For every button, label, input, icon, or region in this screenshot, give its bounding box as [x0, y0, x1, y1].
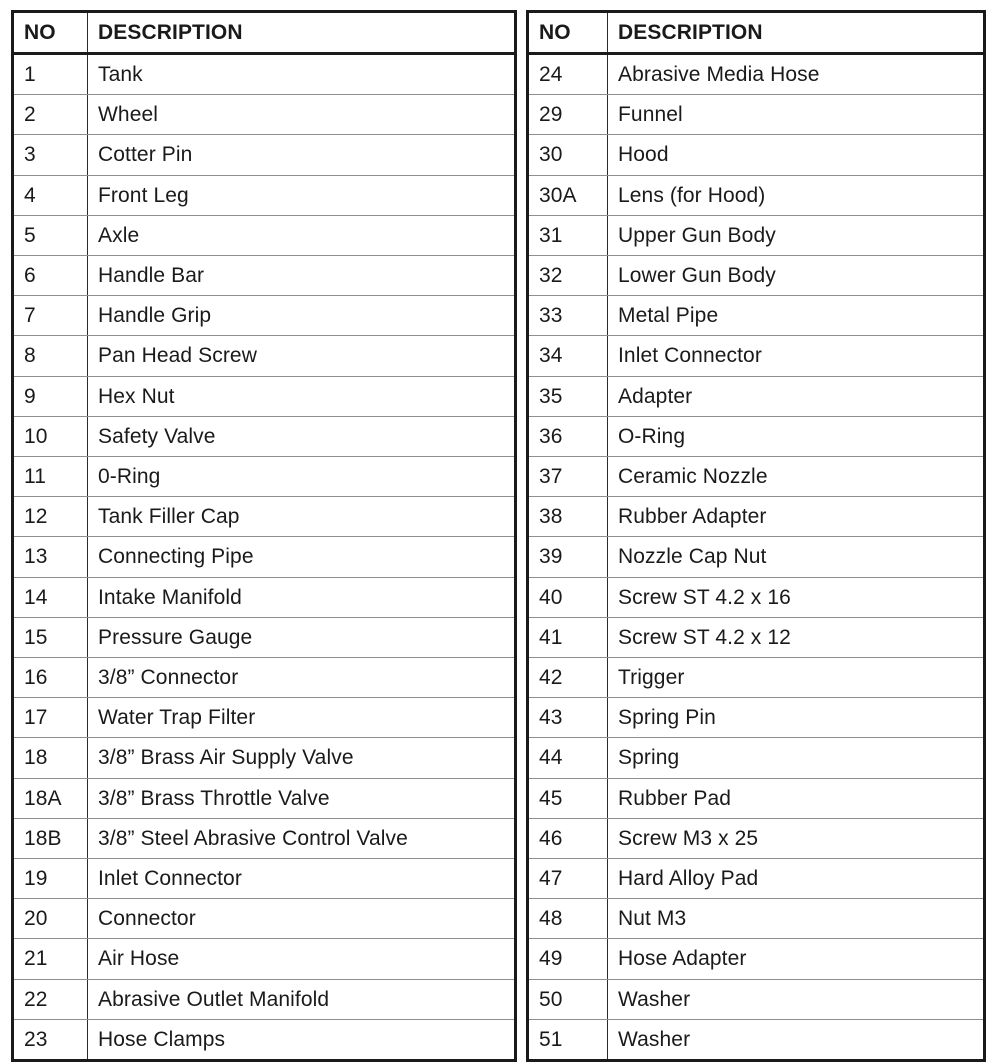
cell-part-number: 22: [13, 979, 88, 1019]
cell-part-number: 9: [13, 376, 88, 416]
table-row: [528, 416, 985, 456]
cell-part-description: 3/8” Brass Air Supply Valve: [88, 738, 516, 778]
cell-part-number: 49: [528, 939, 608, 979]
table-row: [13, 698, 516, 738]
table-row: [13, 818, 516, 858]
cell-part-description: Handle Grip: [88, 296, 516, 336]
cell-part-number: 38: [528, 497, 608, 537]
cell-part-description: Pan Head Screw: [88, 336, 516, 376]
cell-part-number: 18B: [13, 818, 88, 858]
table-row: [13, 376, 516, 416]
table-row: [528, 537, 985, 577]
column-header-no: NO: [13, 12, 88, 54]
cell-part-number: 3: [13, 135, 88, 175]
table-row: [528, 698, 985, 738]
cell-part-description: Spring Pin: [608, 698, 985, 738]
cell-part-number: 31: [528, 215, 608, 255]
table-row: [528, 818, 985, 858]
table-row: [13, 658, 516, 698]
table-row: [528, 457, 985, 497]
table-row: [13, 54, 516, 95]
cell-part-description: Abrasive Outlet Manifold: [88, 979, 516, 1019]
table-row: [13, 296, 516, 336]
column-header-description: DESCRIPTION: [88, 12, 516, 54]
cell-part-number: 39: [528, 537, 608, 577]
cell-part-number: 10: [13, 416, 88, 456]
table-row: [528, 215, 985, 255]
table-row: [13, 979, 516, 1019]
cell-part-description: Tank Filler Cap: [88, 497, 516, 537]
table-row: [13, 738, 516, 778]
cell-part-number: 14: [13, 577, 88, 617]
table-row: [528, 859, 985, 899]
table-row: [13, 939, 516, 979]
table-row: [528, 95, 985, 135]
table-row: [528, 778, 985, 818]
cell-part-description: Rubber Pad: [608, 778, 985, 818]
table-row: [13, 336, 516, 376]
cell-part-description: Screw ST 4.2 x 12: [608, 617, 985, 657]
cell-part-description: Hose Adapter: [608, 939, 985, 979]
cell-part-description: Screw ST 4.2 x 16: [608, 577, 985, 617]
parts-tables-container: [11, 10, 980, 1051]
cell-part-number: 46: [528, 818, 608, 858]
cell-part-description: Hard Alloy Pad: [608, 859, 985, 899]
cell-part-number: 50: [528, 979, 608, 1019]
table-row: [528, 256, 985, 296]
cell-part-description: Rubber Adapter: [608, 497, 985, 537]
cell-part-number: 8: [13, 336, 88, 376]
cell-part-description: Hood: [608, 135, 985, 175]
cell-part-description: Spring: [608, 738, 985, 778]
cell-part-description: Ceramic Nozzle: [608, 457, 985, 497]
cell-part-number: 4: [13, 175, 88, 215]
cell-part-number: 36: [528, 416, 608, 456]
table-row: [528, 54, 985, 95]
table-header-left: [13, 12, 516, 54]
cell-part-number: 29: [528, 95, 608, 135]
table-row: [528, 175, 985, 215]
cell-part-number: 44: [528, 738, 608, 778]
parts-table-left: [11, 10, 517, 1062]
table-row: [528, 658, 985, 698]
cell-part-description: Washer: [608, 979, 985, 1019]
table-row: [13, 256, 516, 296]
cell-part-number: 6: [13, 256, 88, 296]
table-row: [13, 457, 516, 497]
cell-part-description: Inlet Connector: [88, 859, 516, 899]
cell-part-number: 51: [528, 1019, 608, 1060]
cell-part-description: Air Hose: [88, 939, 516, 979]
table-row: [13, 577, 516, 617]
table-row: [528, 577, 985, 617]
column-header-no: NO: [528, 12, 608, 54]
cell-part-description: Connector: [88, 899, 516, 939]
cell-part-number: 30: [528, 135, 608, 175]
cell-part-description: Adapter: [608, 376, 985, 416]
table-body-right: [528, 54, 985, 1061]
table-row: [528, 336, 985, 376]
cell-part-number: 12: [13, 497, 88, 537]
cell-part-description: Trigger: [608, 658, 985, 698]
cell-part-description: 3/8” Steel Abrasive Control Valve: [88, 818, 516, 858]
cell-part-number: 2: [13, 95, 88, 135]
cell-part-description: Axle: [88, 215, 516, 255]
table-row: [528, 1019, 985, 1060]
table-row: [13, 497, 516, 537]
table-row: [528, 738, 985, 778]
table-row: [13, 416, 516, 456]
cell-part-number: 7: [13, 296, 88, 336]
cell-part-description: Safety Valve: [88, 416, 516, 456]
cell-part-description: Screw M3 x 25: [608, 818, 985, 858]
cell-part-number: 43: [528, 698, 608, 738]
table-body-left: [13, 54, 516, 1061]
cell-part-description: 0-Ring: [88, 457, 516, 497]
cell-part-number: 41: [528, 617, 608, 657]
cell-part-description: Handle Bar: [88, 256, 516, 296]
cell-part-description: Inlet Connector: [608, 336, 985, 376]
cell-part-number: 18: [13, 738, 88, 778]
table-row: [13, 1019, 516, 1060]
cell-part-description: Upper Gun Body: [608, 215, 985, 255]
cell-part-description: Metal Pipe: [608, 296, 985, 336]
cell-part-number: 48: [528, 899, 608, 939]
table-row: [13, 899, 516, 939]
cell-part-description: Nozzle Cap Nut: [608, 537, 985, 577]
cell-part-description: Cotter Pin: [88, 135, 516, 175]
column-header-description: DESCRIPTION: [608, 12, 985, 54]
cell-part-number: 13: [13, 537, 88, 577]
cell-part-description: Connecting Pipe: [88, 537, 516, 577]
cell-part-number: 35: [528, 376, 608, 416]
table-row: [528, 617, 985, 657]
cell-part-number: 42: [528, 658, 608, 698]
cell-part-number: 23: [13, 1019, 88, 1060]
table-row: [13, 135, 516, 175]
cell-part-description: Wheel: [88, 95, 516, 135]
cell-part-number: 34: [528, 336, 608, 376]
cell-part-number: 17: [13, 698, 88, 738]
cell-part-description: Funnel: [608, 95, 985, 135]
cell-part-number: 47: [528, 859, 608, 899]
table-row: [528, 939, 985, 979]
cell-part-number: 15: [13, 617, 88, 657]
table-row: [528, 979, 985, 1019]
cell-part-number: 16: [13, 658, 88, 698]
table-row: [13, 537, 516, 577]
table-row: [528, 497, 985, 537]
cell-part-number: 11: [13, 457, 88, 497]
cell-part-number: 32: [528, 256, 608, 296]
table-row: [13, 617, 516, 657]
cell-part-description: Washer: [618, 1027, 691, 1051]
cell-part-number: 24: [528, 54, 608, 95]
table-row: [528, 135, 985, 175]
cell-part-number: 5: [13, 215, 88, 255]
cell-part-number: 33: [528, 296, 608, 336]
table-row: [13, 95, 516, 135]
cell-part-description: Hose Clamps: [98, 1027, 226, 1051]
cell-part-number: 21: [13, 939, 88, 979]
cell-part-number: 18A: [13, 778, 88, 818]
cell-part-description: Abrasive Media Hose: [608, 54, 985, 95]
cell-part-description: Water Trap Filter: [88, 698, 516, 738]
cell-part-description: Tank: [88, 54, 516, 95]
cell-part-description: Nut M3: [608, 899, 985, 939]
table-row: [528, 899, 985, 939]
cell-part-number: 40: [528, 577, 608, 617]
cell-part-number: 1: [13, 54, 88, 95]
table-row: [13, 215, 516, 255]
header-row: [13, 12, 516, 54]
cell-part-description: 3/8” Connector: [88, 658, 516, 698]
cell-part-description: 3/8” Brass Throttle Valve: [88, 778, 516, 818]
cell-part-description: O-Ring: [608, 416, 985, 456]
cell-part-description: Hex Nut: [88, 376, 516, 416]
cell-part-number: 30A: [528, 175, 608, 215]
cell-part-description: Intake Manifold: [88, 577, 516, 617]
cell-part-description: Pressure Gauge: [88, 617, 516, 657]
table-row: [13, 175, 516, 215]
parts-table-right: [526, 10, 986, 1062]
cell-part-number: 20: [13, 899, 88, 939]
table-row: [528, 296, 985, 336]
table-row: [13, 859, 516, 899]
header-row: [528, 12, 985, 54]
cell-part-description: Lower Gun Body: [608, 256, 985, 296]
table-row: [13, 778, 516, 818]
table-row: [528, 376, 985, 416]
cell-part-number: 37: [528, 457, 608, 497]
cell-part-description: Front Leg: [88, 175, 516, 215]
cell-part-description: Lens (for Hood): [608, 175, 985, 215]
table-header-right: [528, 12, 985, 54]
cell-part-number: 45: [528, 778, 608, 818]
cell-part-number: 19: [13, 859, 88, 899]
